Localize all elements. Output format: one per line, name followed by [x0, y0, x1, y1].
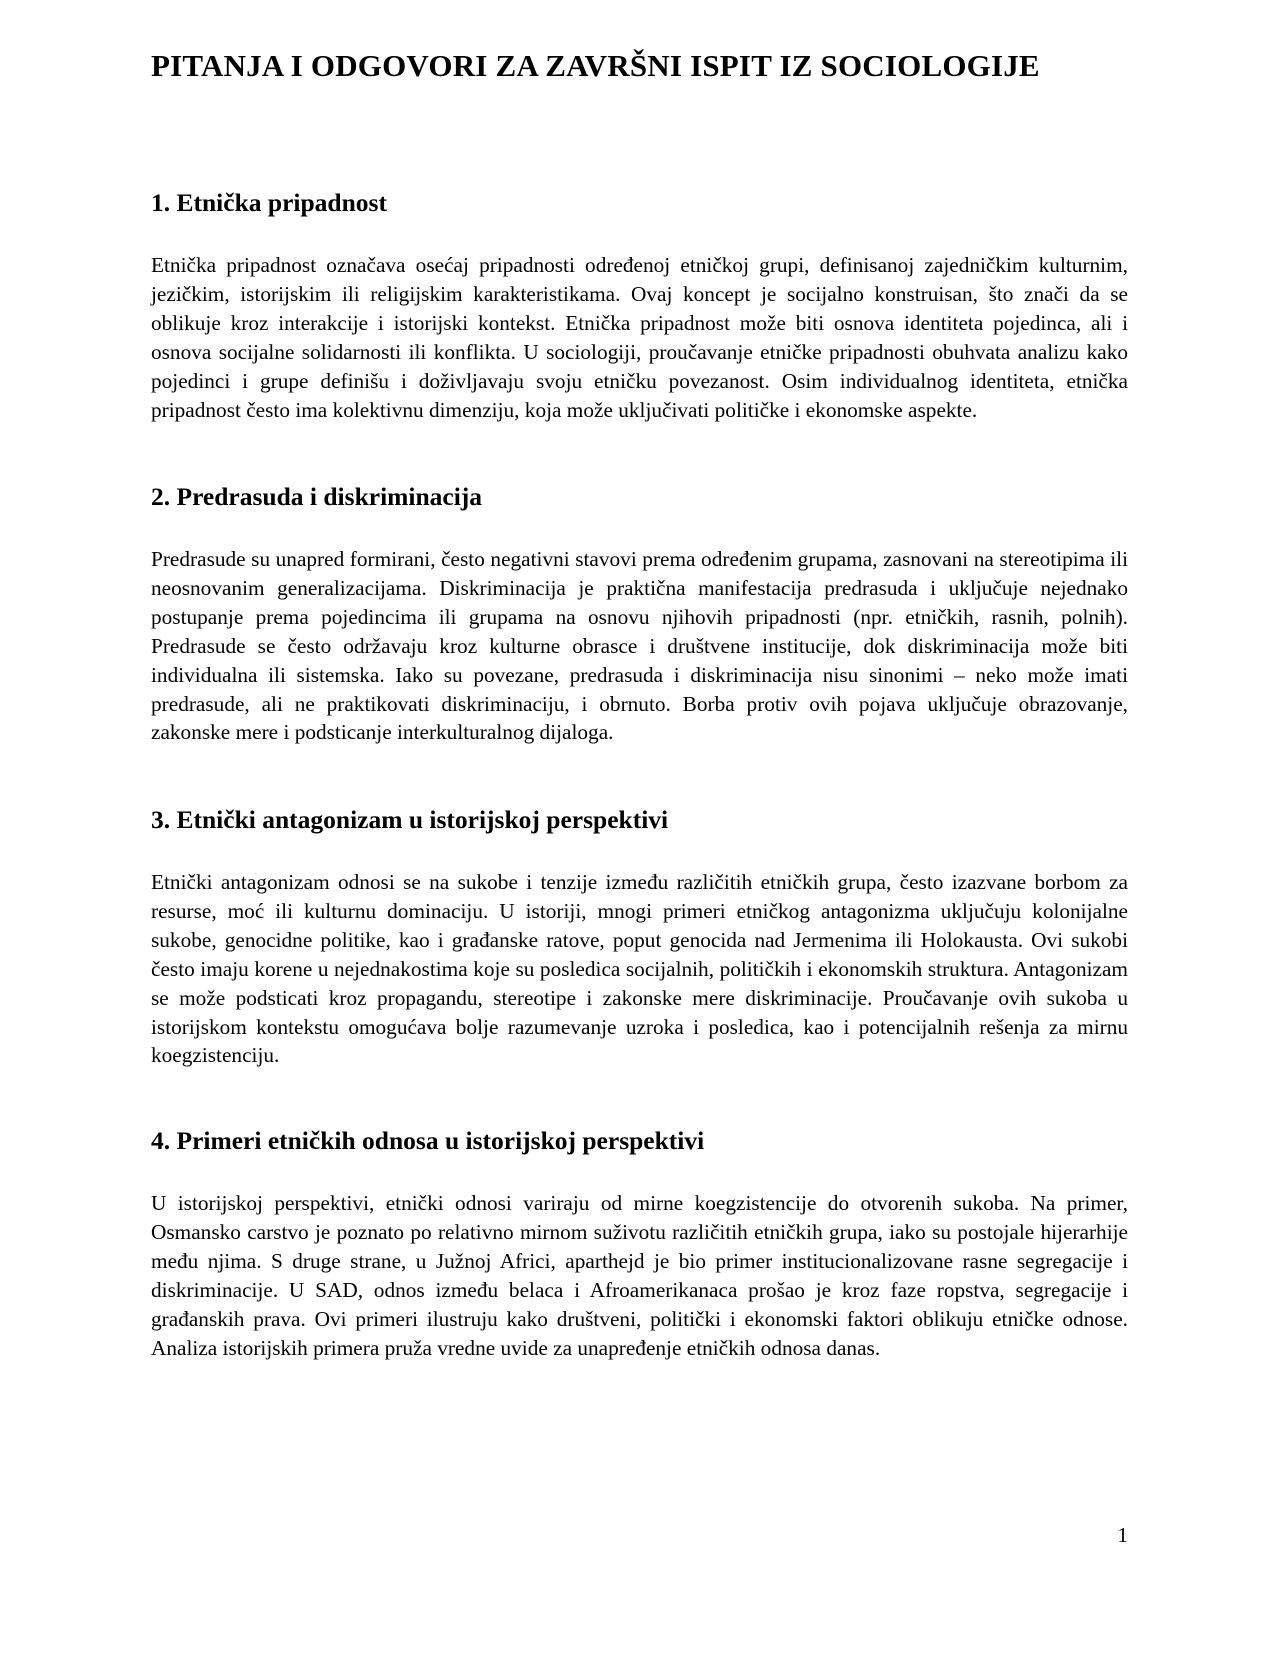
page-number: 1	[1117, 1523, 1128, 1547]
section-paragraph: U istorijskoj perspektivi, etnički odnosi variraju od mirne koegzistencije do otvorenih sukoba. Na primer, Osmansko carstvo je poznato po relativno mirnom suživotu različitih etničkih grupa, iako su postojale hijerarhije među njima. S druge strane, u Južnoj Africi, aparthejd je bio primer institucionalizovane rasne segregacije i diskriminacije. U SAD, odnos između belaca i Afroamerikanaca prošao je kroz faze ropstva, segregacije i građanskih prava. Ovi primeri ilustruju kako društveni, politički i ekonomski faktori oblikuju etničke odnose. Analiza istorijskih primera pruža vredne uvide za unapređenje etničkih odnosa danas.	[151, 1191, 1128, 1360]
document-title: PITANJA I ODGOVORI ZA ZAVRŠNI ISPIT IZ SOCIOLOGIJE	[151, 48, 1040, 83]
section-heading: 1. Etnička pripadnost	[151, 188, 387, 217]
section-paragraph: Predrasude su unapred formirani, često negativni stavovi prema određenim grupama, zasnovani na stereotipima ili neosnovanim generalizacijama. Diskriminacija je praktična manifestacija predrasuda i uključuje nejednako postupanje prema pojedincima ili grupama na osnovu njihovih pripadnosti (npr. etničkih, rasnih, polnih). Predrasude se često održavaju kroz kulturne obrasce i društvene institucije, dok diskriminacija može biti individualna ili sistemska. Iako su povezane, predrasuda i diskriminacija nisu sinonimi – neko može imati predrasude, ali ne praktikovati diskriminaciju, i obrnuto. Borba protiv ovih pojava uključuje obrazovanje, zakonske mere i podsticanje interkulturalnog dijaloga.	[151, 547, 1128, 745]
section-heading: 3. Etnički antagonizam u istorijskoj perspektivi	[151, 805, 669, 834]
section-paragraph: Etnički antagonizam odnosi se na sukobe i tenzije između različitih etničkih grupa, često izazvane borbom za resurse, moć ili kulturnu dominaciju. U istoriji, mnogi primeri etničkog antagonizma uključuju kolonijalne sukobe, genocidne politike, kao i građanske ratove, poput genocida nad Jermenima ili Holokausta. Ovi sukobi često imaju korene u nejednakostima koje su posledica socijalnih, političkih i ekonomskih struktura. Antagonizam se može podsticati kroz propagandu, stereotipe i zakonske mere diskriminacije. Proučavanje ovih sukoba u istorijskom kontekstu omogućava bolje razumevanje uzroka i posledica, kao i potencijalnih rešenja za mirnu koegzistenciju.	[151, 870, 1128, 1068]
section-ethnic-relations-examples	[151, 1126, 1128, 1362]
section-ethnic-belonging	[151, 188, 1128, 424]
section-heading: 2. Predrasuda i diskriminacija	[151, 482, 483, 511]
section-ethnic-antagonism	[151, 805, 1128, 1070]
section-heading: 4. Primeri etničkih odnosa u istorijskoj perspektivi	[151, 1126, 705, 1155]
section-paragraph: Etnička pripadnost označava osećaj pripadnosti određenoj etničkoj grupi, definisanoj zajedničkim kulturnim, jezičkim, istorijskim ili religijskim karakteristikama. Ovaj koncept je socijalno konstruisan, što znači da se oblikuje kroz interakcije i istorijski kontekst. Etnička pripadnost može biti osnova identiteta pojedinca, ali i osnova socijalne solidarnosti ili konflikta. U sociologiji, proučavanje etničke pripadnosti obuhvata analizu kako pojedinci i grupe definišu i doživljavaju svoju etničku povezanost. Osim individualnog identiteta, etnička pripadnost često ima kolektivnu dimenziju, koja može uključivati političke i ekonomske aspekte.	[151, 253, 1128, 422]
section-prejudice-discrimination	[151, 482, 1128, 747]
